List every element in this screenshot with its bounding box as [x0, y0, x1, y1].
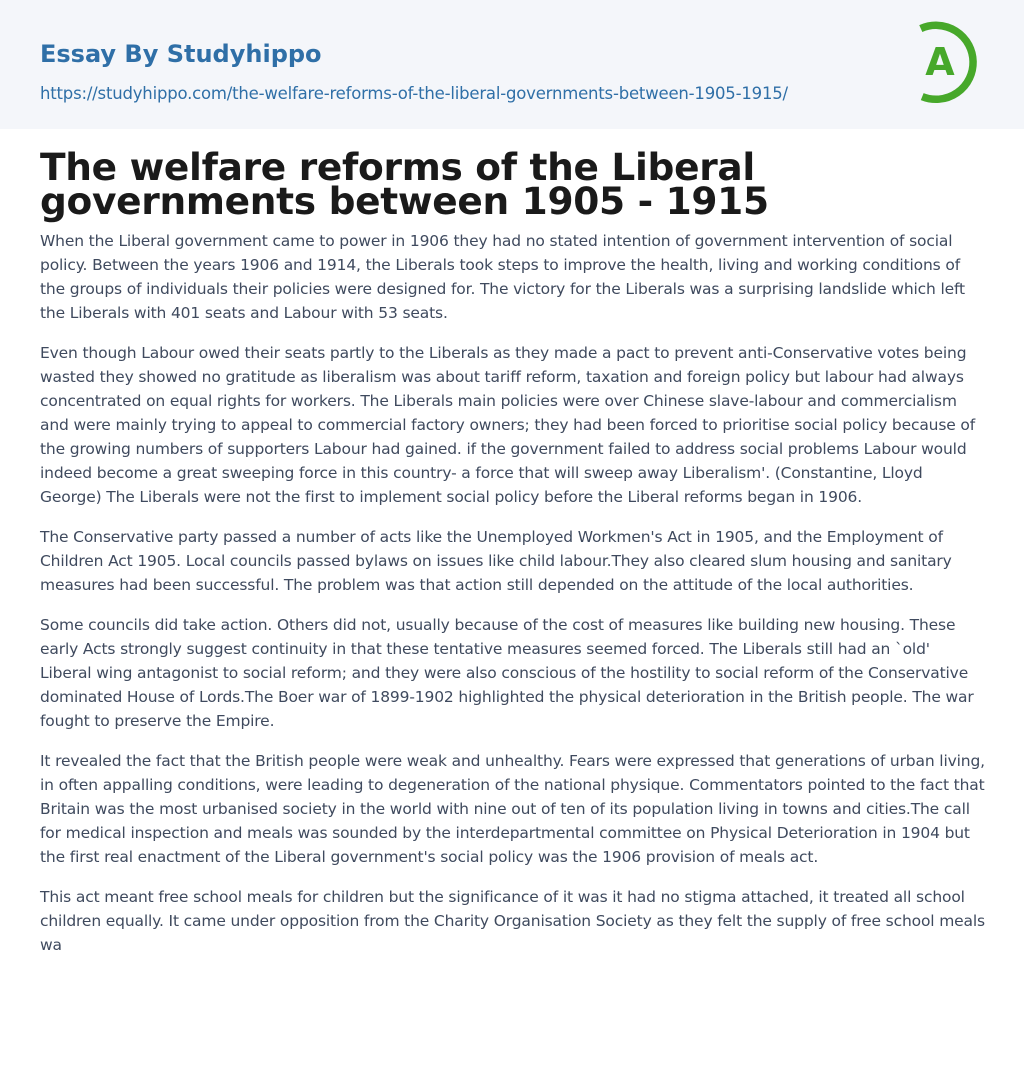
brand-title[interactable]: Essay By Studyhippo — [40, 40, 322, 68]
page-url-link[interactable]: https://studyhippo.com/the-welfare-reforms-of-the-liberal-governments-between-1905-1915/ — [40, 84, 788, 103]
paragraph: It revealed the fact that the British people were weak and unhealthy. Fears were expressed that generations of urban living, in often appalling conditions, were leading to degeneration of the national physique. Commentators pointed to the fact that Britain was the most urbanised society in the world with nine out of ten of its population living in towns and cities.The call for medical inspection and meals was sounded by the interdepartmental committee on Physical Deterioration in 1904 but the first real enactment of the Liberal government's social policy was the 1906 provision of meals act. — [40, 752, 985, 866]
logo-letter: A — [925, 40, 955, 84]
paragraph: Even though Labour owed their seats partly to the Liberals as they made a pact to prevent anti-Conservative votes being wasted they showed no gratitude as liberalism was about tariff reform, taxation and foreign policy but labour had always concentrated on equal rights for workers. The Liberals main policies were over Chinese slave-labour and commercialism and were mainly trying to appeal to commercial factory owners; they had been forced to prioritise social policy because of the growing numbers of supporters Labour had gained. if the government failed to address social problems Labour would indeed become a great sweeping force in this country- a force that will sweep away Liberalism'. (Constantine, Lloyd George) The Liberals were not the first to implement social policy before the Liberal reforms began in 1906. — [40, 344, 976, 506]
paragraph: The Conservative party passed a number of acts like the Unemployed Workmen's Act in 1905, and the Employment of Children Act 1905. Local councils passed bylaws on issues like child labour.They also cleared slum housing and sanitary measures had been successful. The problem was that action still depended on the attitude of the local authorities. — [40, 528, 952, 594]
site-header — [0, 0, 1024, 129]
page-title: The welfare reforms of the Liberal governments between 1905 - 1915 — [40, 145, 769, 223]
paragraph: This act meant free school meals for children but the significance of it was it had no stigma attached, it treated all school children equally. It came under opposition from the Charity Organisation Society as they felt the supply of free school meals wa — [40, 888, 985, 954]
paragraph: Some councils did take action. Others did not, usually because of the cost of measures like building new housing. These early Acts strongly suggest continuity in that these tentative measures seemed forced. The Liberals still had an `old' Liberal wing antagonist to social reform; and they were also conscious of the hostility to social reform of the Conservative dominated House of Lords.The Boer war of 1899-1902 highlighted the physical deterioration in the British people. The war fought to preserve the Empire. — [40, 616, 974, 730]
logo[interactable] — [912, 18, 988, 106]
article-body — [40, 229, 985, 973]
paragraph: When the Liberal government came to power in 1906 they had no stated intention of government intervention of social policy. Between the years 1906 and 1914, the Liberals took steps to improve the health, living and working conditions of the groups of individuals their policies were designed for. The victory for the Liberals was a surprising landslide which left the Liberals with 401 seats and Labour with 53 seats. — [40, 232, 965, 322]
